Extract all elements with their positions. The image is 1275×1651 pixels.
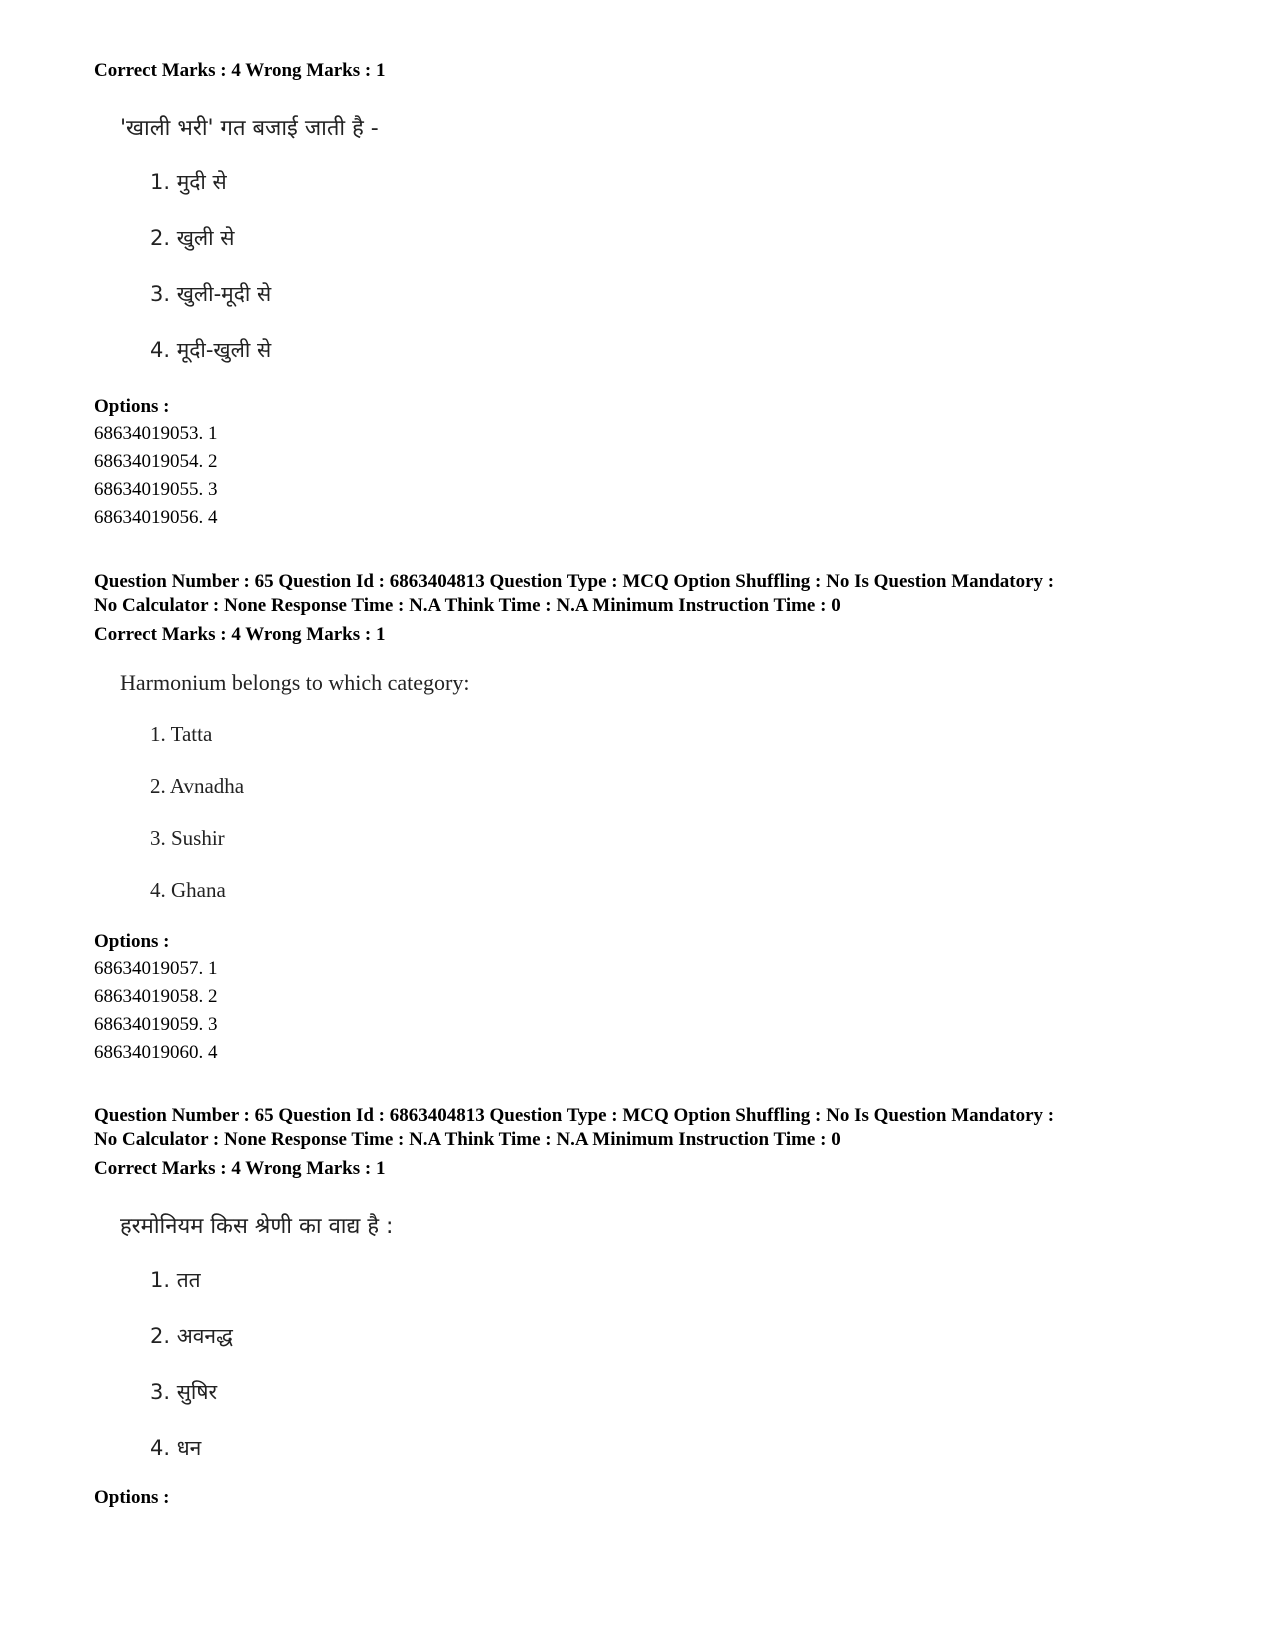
option-id-line: 68634019055. 3	[94, 479, 218, 500]
question-header-3	[94, 1104, 1194, 1181]
options-section-1	[94, 395, 1194, 532]
choice-item: 1. मुदी से	[150, 170, 227, 194]
option-id-line: 68634019057. 1	[94, 958, 218, 979]
choice-item: 4. Ghana	[150, 878, 226, 902]
choice-item: 1. Tatta	[150, 722, 213, 746]
choice-item: 3. Sushir	[150, 826, 225, 850]
question-image-1	[94, 112, 1194, 142]
choice-item: 1. तत	[150, 1268, 201, 1292]
question-block-1	[94, 59, 1194, 83]
question-text: Harmonium belongs to which category:	[120, 670, 470, 695]
choice-item: 4. मूदी-खुली से	[150, 338, 272, 362]
question-text: हरमोनियम किस श्रेणी का वाद्य है :	[120, 1214, 394, 1239]
options-label: Options :	[94, 1487, 170, 1508]
options-section-3	[94, 1486, 1194, 1510]
options-label: Options :	[94, 931, 170, 952]
question-header-line: Question Number : 65 Question Id : 6863404813 Question Type : MCQ Option Shuffling : No Is Question Mandatory :	[94, 1105, 1055, 1126]
choice-item: 2. Avnadha	[150, 774, 245, 798]
choice-item: 4. धन	[150, 1436, 202, 1460]
option-id-line: 68634019058. 2	[94, 986, 218, 1007]
question-header-line: No Calculator : None Response Time : N.A Think Time : N.A Minimum Instruction Time : 0	[94, 595, 841, 616]
options-section-2	[94, 930, 1194, 1067]
choice-item: 3. सुषिर	[150, 1380, 218, 1404]
option-id-line: 68634019054. 2	[94, 451, 218, 472]
choice-item: 2. अवनद्ध	[150, 1324, 233, 1348]
option-id-line: 68634019056. 4	[94, 507, 218, 528]
options-label: Options :	[94, 396, 170, 417]
question-header-2	[94, 570, 1194, 647]
question-image-3	[94, 1210, 1194, 1240]
question-header-line: No Calculator : None Response Time : N.A Think Time : N.A Minimum Instruction Time : 0	[94, 1129, 841, 1150]
marks-line: Correct Marks : 4 Wrong Marks : 1	[94, 624, 386, 645]
question-header-line: Question Number : 65 Question Id : 6863404813 Question Type : MCQ Option Shuffling : No Is Question Mandatory :	[94, 571, 1055, 592]
marks-line: Correct Marks : 4 Wrong Marks : 1	[94, 1158, 386, 1179]
question-text: 'खाली भरी' गत बजाई जाती है -	[120, 116, 379, 141]
question-image-2	[94, 670, 1194, 696]
choice-item: 2. खुली से	[150, 226, 235, 250]
marks-line: Correct Marks : 4 Wrong Marks : 1	[94, 60, 386, 81]
option-id-line: 68634019060. 4	[94, 1042, 218, 1063]
choice-item: 3. खुली-मूदी से	[150, 282, 272, 306]
option-id-line: 68634019059. 3	[94, 1014, 218, 1035]
option-id-line: 68634019053. 1	[94, 423, 218, 444]
